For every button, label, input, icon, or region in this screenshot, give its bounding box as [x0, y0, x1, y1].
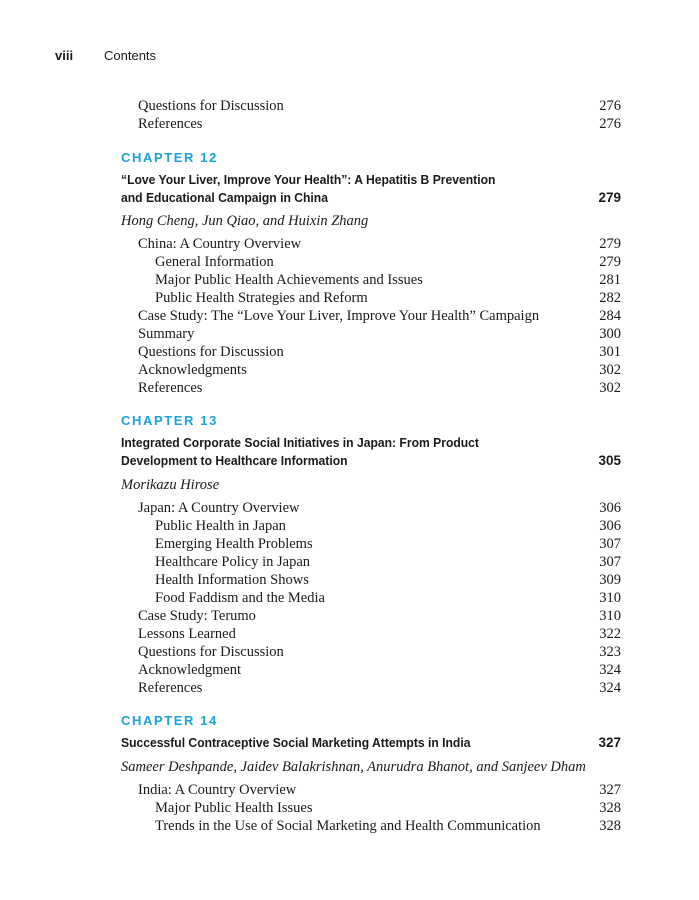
toc-entry: Case Study: The “Love Your Liver, Improve Your Health” Campaign 284: [138, 308, 621, 324]
chapter-label: CHAPTER 12: [121, 150, 218, 165]
toc-entry: Acknowledgments 302: [138, 362, 621, 378]
toc-subentry: Trends in the Use of Social Marketing and Health Communication 328: [155, 818, 621, 834]
page-number: viii: [55, 48, 74, 63]
toc-subentry: Public Health Strategies and Reform 282: [155, 290, 621, 306]
toc-entry: Japan: A Country Overview 306: [138, 500, 621, 516]
chapter-page: 279: [598, 190, 621, 205]
toc-subentry: Health Information Shows 309: [155, 572, 621, 588]
toc-entry: References 302: [138, 380, 621, 396]
chapter-page: 327: [598, 735, 621, 750]
toc-entry: China: A Country Overview 279: [138, 236, 621, 252]
toc-entry: References 276: [138, 116, 621, 132]
toc-subentry: Major Public Health Achievements and Issues 281: [155, 272, 621, 288]
toc-entry: India: A Country Overview 327: [138, 782, 621, 798]
toc-subentry: Food Faddism and the Media 310: [155, 590, 621, 606]
toc-subentry: Emerging Health Problems 307: [155, 536, 621, 552]
toc-entry: Summary 300: [138, 326, 621, 342]
chapter-title: “Love Your Liver, Improve Your Health”: A Hepatitis B Prevention and Educational Campaign in China: [121, 172, 496, 205]
toc-entry: Lessons Learned 322: [138, 626, 621, 642]
chapter-label: CHAPTER 14: [121, 713, 218, 728]
chapter-authors: Morikazu Hirose: [121, 477, 220, 493]
chapter-title: Integrated Corporate Social Initiatives in Japan: From Product Development to Healthcare Information: [121, 435, 479, 468]
chapter-page: 305: [598, 453, 621, 468]
toc-subentry: Healthcare Policy in Japan 307: [155, 554, 621, 570]
toc-subentry: Public Health in Japan 306: [155, 518, 621, 534]
running-title: Contents: [104, 48, 157, 63]
toc-subentry: General Information 279: [155, 254, 621, 270]
toc-subentry: Major Public Health Issues 328: [155, 800, 621, 816]
chapter-authors: Sameer Deshpande, Jaidev Balakrishnan, Anurudra Bhanot, and Sanjeev Dham: [121, 759, 586, 775]
toc-entry: Questions for Discussion 276: [138, 98, 621, 114]
toc-entry: References 324: [138, 680, 621, 696]
chapter-title: Successful Contraceptive Social Marketing Attempts in India: [121, 735, 471, 750]
toc-entry: Case Study: Terumo 310: [138, 608, 621, 624]
toc-entry: Acknowledgment 324: [138, 662, 621, 678]
toc-entry: Questions for Discussion 301: [138, 344, 621, 360]
chapter-authors: Hong Cheng, Jun Qiao, and Huixin Zhang: [121, 213, 369, 229]
toc-entry: Questions for Discussion 323: [138, 644, 621, 660]
chapter-label: CHAPTER 13: [121, 413, 218, 428]
